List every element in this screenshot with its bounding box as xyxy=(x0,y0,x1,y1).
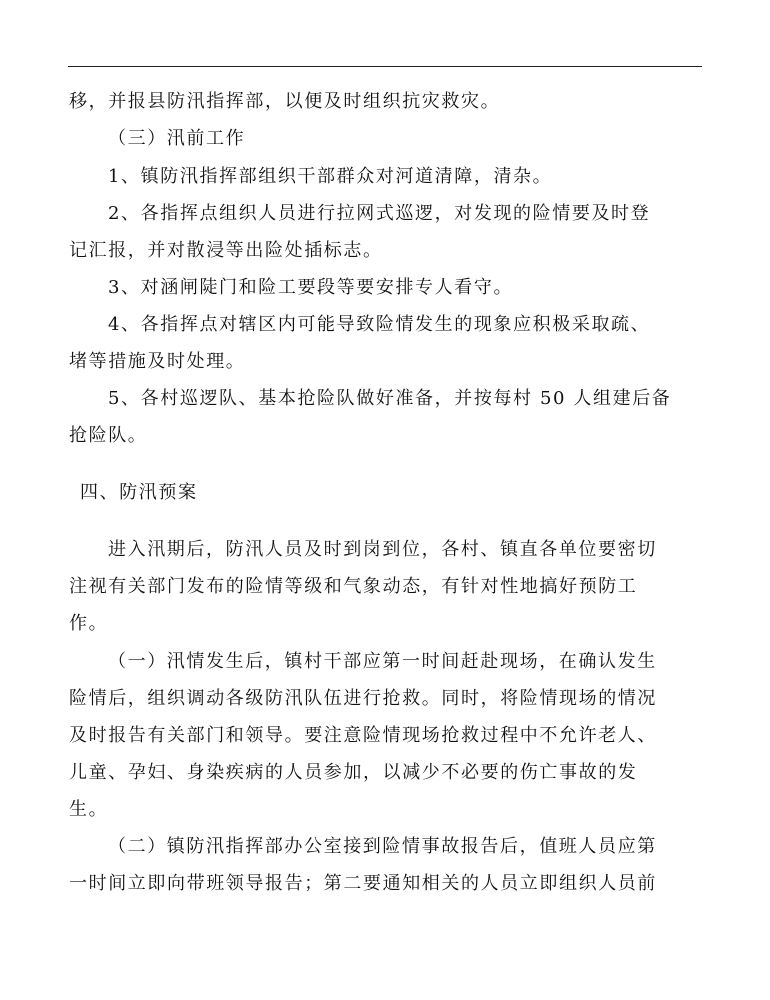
text-line: （二）镇防汛指挥部办公室接到险情事故报告后，值班人员应第 xyxy=(108,836,657,857)
text-line: 4、各指挥点对辖区内可能导致险情发生的现象应积极采取疏、 xyxy=(108,314,651,335)
text-line: 作。 xyxy=(69,613,109,634)
text-line: 险情后，组织调动各级防汛队伍进行抢救。同时，将险情现场的情况 xyxy=(69,688,657,709)
text-line: 抢险队。 xyxy=(69,425,148,446)
text-line: 一时间立即向带班领导报告；第二要通知相关的人员立即组织人员前 xyxy=(69,873,657,894)
text-line: 注视有关部门发布的险情等级和气象动态，有针对性地搞好预防工 xyxy=(69,576,638,597)
text-line: 记汇报，并对散浸等出险处插标志。 xyxy=(69,240,383,261)
text-line: （一）汛情发生后，镇村干部应第一时间赶赴现场，在确认发生 xyxy=(108,651,657,672)
text-line: 及时报告有关部门和领导。要注意险情现场抢救过程中不允许老人、 xyxy=(69,725,657,746)
text-line: 3、对涵闸陡门和险工要段等要安排专人看守。 xyxy=(108,277,514,298)
text-line: 5、各村巡逻队、基本抢险队做好准备，并按每村 50 人组建后备 xyxy=(108,388,672,409)
section-heading: 四、防汛预案 xyxy=(80,482,198,503)
text-line: 儿童、孕妇、身染疾病的人员参加，以减少不必要的伤亡事故的发 xyxy=(69,762,638,783)
text-line: 进入汛期后，防汛人员及时到岗到位，各村、镇直各单位要密切 xyxy=(108,539,657,560)
text-line: 2、各指挥点组织人员进行拉网式巡逻，对发现的险情要及时登 xyxy=(108,203,651,224)
text-line: 堵等措施及时处理。 xyxy=(69,351,246,372)
header-rule xyxy=(68,66,702,67)
section-heading: （三）汛前工作 xyxy=(108,128,246,149)
text-line: 移，并报县防汛指挥部，以便及时组织抗灾救灾。 xyxy=(69,91,501,112)
text-line: 生。 xyxy=(69,799,109,820)
text-line: 1、镇防汛指挥部组织干部群众对河道清障，清杂。 xyxy=(108,166,553,187)
